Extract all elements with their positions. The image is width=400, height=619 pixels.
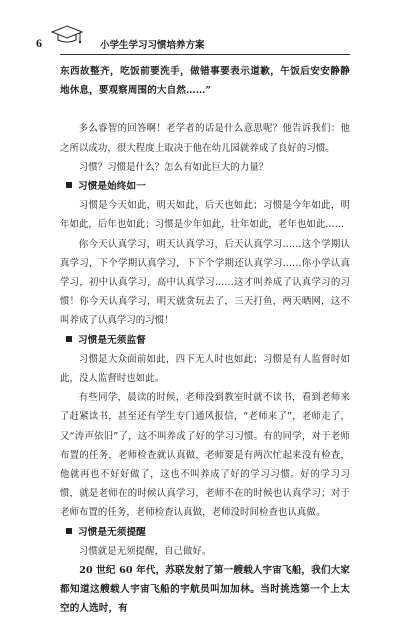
paragraph: 你今天认真学习，明天认真学习，后天认真学习……这个学期认真学习，下个学期认真学习，下下个学期还认真学习……你小学认真学习，初中认真学习，高中认真学习……这才叫养成了认真学习的习惯！你今天认真学习，明天就贪玩去了，三天打鱼，两天晒网，这不叫养成了认真学习的习惯！ [60,238,350,327]
paragraph: 有些同学，晨读的时候，老师没到教室时就不读书，看到老师来了赶紧读书，甚至还有学生专门通风报信，“老师来了”，老师走了，又“涛声依旧”了，这不叫养成了好的学习习惯。有的同学，对于老师布置的任务，老师检查就认真做，老师要是有两次忙起来没有检查，他就再也不好好做了，这也不叫养成了好的学习习惯。好的学习习惯，就是老师在的时候认真学习，老师不在的时候也认真学习；对于老师布置的任务，老师检查认真做，老师没时间检查也认真做。 [60,392,350,519]
square-bullet-icon [66,528,72,534]
section-heading-text: 习惯是无须监督 [78,334,146,346]
paragraph: 多么睿智的回答啊！老学者的话是什么意思呢？他告诉我们：他之所以成功，很大程度上取决于他在幼儿园就养成了良好的习惯。 [60,123,350,154]
paragraph: 习惯是今天如此，明天如此，后天也如此；习惯是今年如此，明年如此，后年也如此；习惯是少年如此，壮年如此，老年也如此…… [60,200,350,231]
header-rule [60,54,350,55]
section-heading [60,331,350,350]
body-text [60,62,350,619]
paragraph-emphasis: 20 世纪 60 年代，苏联发射了第一艘载人宇宙飞船，我们大家都知道这艘载人宇宙飞船的宇航员叫加加林。当时挑选第一个上太空的人选时，有 [60,565,350,615]
section-heading [60,177,350,196]
book-title: 小学生学习习惯培养方案 [100,40,205,51]
section-heading-text: 习惯是无须提醒 [78,526,146,538]
page-number: 6 [36,36,42,50]
section-heading-text: 习惯是始终如一 [78,181,146,193]
graduation-cap-icon [50,24,84,46]
paragraph: 习惯？习惯是什么？怎么有如此巨大的力量？ [78,161,269,173]
paragraph-continued-quote: 东西故整齐，吃饭前要洗手，做错事要表示道歉，午饭后安安静静地休息，要观察周围的大自然……” [60,66,350,97]
paragraph-gap [60,100,350,119]
paragraph: 习惯是大众面前如此，四下无人时也如此；习惯是有人监督时如此，没人监督时也如此。 [60,353,350,385]
square-bullet-icon [66,182,72,188]
square-bullet-icon [66,336,72,342]
section-heading [60,523,350,542]
paragraph: 习惯就是无须提醒，自己做好。 [78,545,212,557]
page-header [36,36,366,54]
